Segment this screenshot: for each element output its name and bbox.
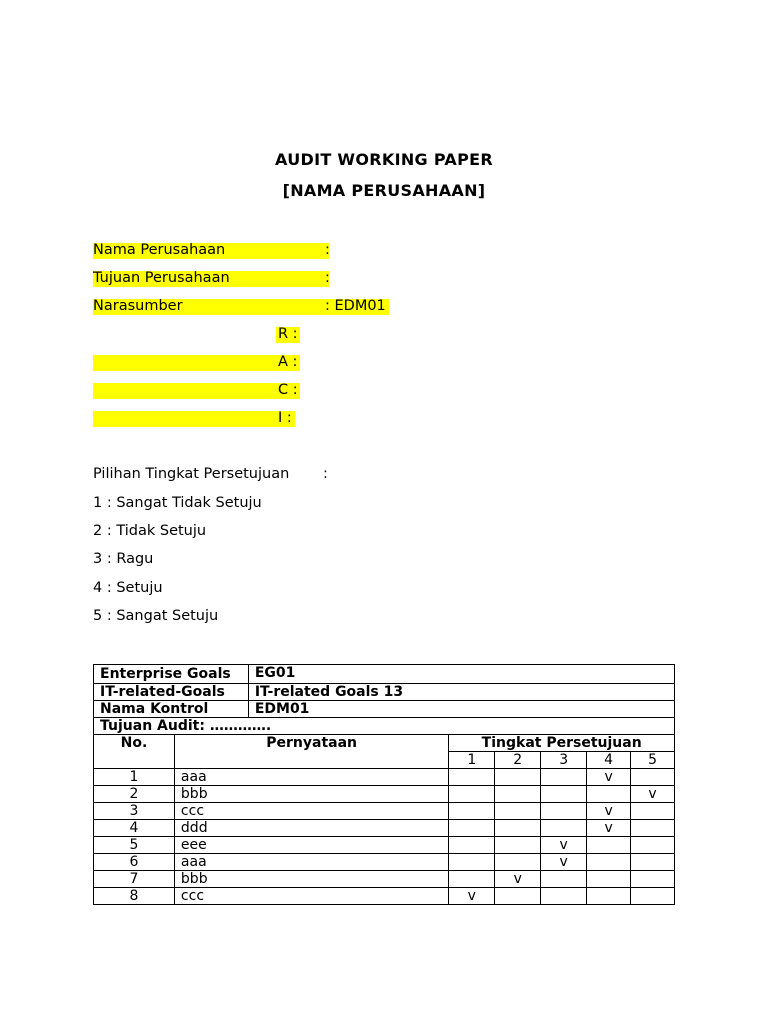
colon: : [325, 270, 330, 286]
table-row-tujuan-audit [94, 718, 675, 735]
level-mark [587, 854, 631, 871]
row-statement: ddd [174, 820, 448, 837]
audit-table [93, 664, 675, 905]
level-mark [541, 769, 587, 786]
level-mark [587, 786, 631, 803]
label-i: I : [278, 410, 292, 426]
level-mark [631, 769, 675, 786]
col-header-pernyataan: Pernyataan [174, 735, 448, 769]
row-statement: aaa [174, 769, 448, 786]
level-mark [449, 786, 495, 803]
level-mark [449, 837, 495, 854]
level-mark [449, 871, 495, 888]
level-mark [541, 820, 587, 837]
level-mark [449, 769, 495, 786]
level-mark [587, 871, 631, 888]
label-nama-perusahaan: Nama Perusahaan [93, 242, 226, 258]
level-mark [541, 786, 587, 803]
option-item: 3 : Ragu [93, 551, 154, 567]
level-mark [449, 854, 495, 871]
row-statement: aaa [174, 854, 448, 871]
level-mark [495, 786, 541, 803]
level-mark [495, 888, 541, 905]
options-heading: Pilihan Tingkat Persetujuan [93, 466, 290, 482]
table-row-enterprise-goals [94, 665, 675, 684]
row-number: 3 [94, 803, 175, 820]
enterprise-goals-label: Enterprise Goals [94, 665, 249, 684]
statement-rows [94, 769, 675, 905]
table-row [94, 786, 675, 803]
row-statement: eee [174, 837, 448, 854]
level-mark [631, 803, 675, 820]
level-mark: v [541, 837, 587, 854]
narasumber-value: : EDM01 [325, 298, 386, 314]
row-statement: ccc [174, 888, 448, 905]
table-row [94, 820, 675, 837]
level-mark [449, 820, 495, 837]
label-tujuan-perusahaan: Tujuan Perusahaan [93, 270, 230, 286]
tujuan-audit: Tujuan Audit: …………. [94, 718, 675, 735]
row-number: 5 [94, 837, 175, 854]
level-header: 2 [495, 752, 541, 769]
label-c: C : [278, 382, 298, 398]
nama-kontrol-label: Nama Kontrol [94, 701, 249, 718]
option-item: 1 : Sangat Tidak Setuju [93, 495, 262, 511]
label-r: R : [278, 326, 298, 342]
document-title: AUDIT WORKING PAPER [275, 150, 493, 169]
level-mark [495, 769, 541, 786]
table-row [94, 888, 675, 905]
col-header-no: No. [94, 735, 175, 769]
level-mark [495, 854, 541, 871]
level-mark [495, 820, 541, 837]
it-goals-label: IT-related-Goals [94, 684, 249, 701]
row-number: 4 [94, 820, 175, 837]
col-header-tingkat: Tingkat Persetujuan [449, 735, 675, 752]
table-header-row [94, 735, 675, 752]
row-number: 2 [94, 786, 175, 803]
table-row-it-goals [94, 684, 675, 701]
row-number: 6 [94, 854, 175, 871]
nama-kontrol-value: EDM01 [248, 701, 674, 718]
highlight-bar [93, 383, 300, 399]
level-mark [541, 803, 587, 820]
row-statement: bbb [174, 786, 448, 803]
level-mark [631, 837, 675, 854]
level-mark: v [587, 769, 631, 786]
row-number: 7 [94, 871, 175, 888]
option-item: 2 : Tidak Setuju [93, 523, 207, 539]
row-statement: ccc [174, 803, 448, 820]
level-mark [541, 888, 587, 905]
level-header: 4 [587, 752, 631, 769]
enterprise-goals-value: EG01 [248, 665, 674, 684]
company-name-placeholder: [NAMA PERUSAHAAN] [282, 181, 486, 200]
level-mark [449, 803, 495, 820]
level-header: 3 [541, 752, 587, 769]
highlight-bar [93, 411, 295, 427]
level-mark: v [541, 854, 587, 871]
label-narasumber: Narasumber [93, 298, 183, 314]
level-mark [587, 837, 631, 854]
row-statement: bbb [174, 871, 448, 888]
level-mark: v [495, 871, 541, 888]
level-mark [495, 837, 541, 854]
level-header: 5 [631, 752, 675, 769]
row-number: 1 [94, 769, 175, 786]
row-number: 8 [94, 888, 175, 905]
table-row [94, 871, 675, 888]
table-row-nama-kontrol [94, 701, 675, 718]
options-colon: : [323, 466, 328, 482]
level-mark: v [587, 820, 631, 837]
level-mark [541, 871, 587, 888]
colon: : [325, 242, 330, 258]
level-header: 1 [449, 752, 495, 769]
option-item: 4 : Setuju [93, 580, 163, 596]
level-mark [495, 803, 541, 820]
label-a: A : [278, 354, 298, 370]
level-mark [631, 820, 675, 837]
table-row [94, 769, 675, 786]
highlight-bar [93, 355, 300, 371]
table-row [94, 854, 675, 871]
level-mark [587, 888, 631, 905]
level-mark: v [587, 803, 631, 820]
it-goals-value: IT-related Goals 13 [248, 684, 674, 701]
level-mark: v [631, 786, 675, 803]
level-mark [631, 888, 675, 905]
table-row [94, 837, 675, 854]
level-mark [631, 854, 675, 871]
option-item: 5 : Sangat Setuju [93, 608, 219, 624]
level-mark: v [449, 888, 495, 905]
level-mark [631, 871, 675, 888]
table-row [94, 803, 675, 820]
